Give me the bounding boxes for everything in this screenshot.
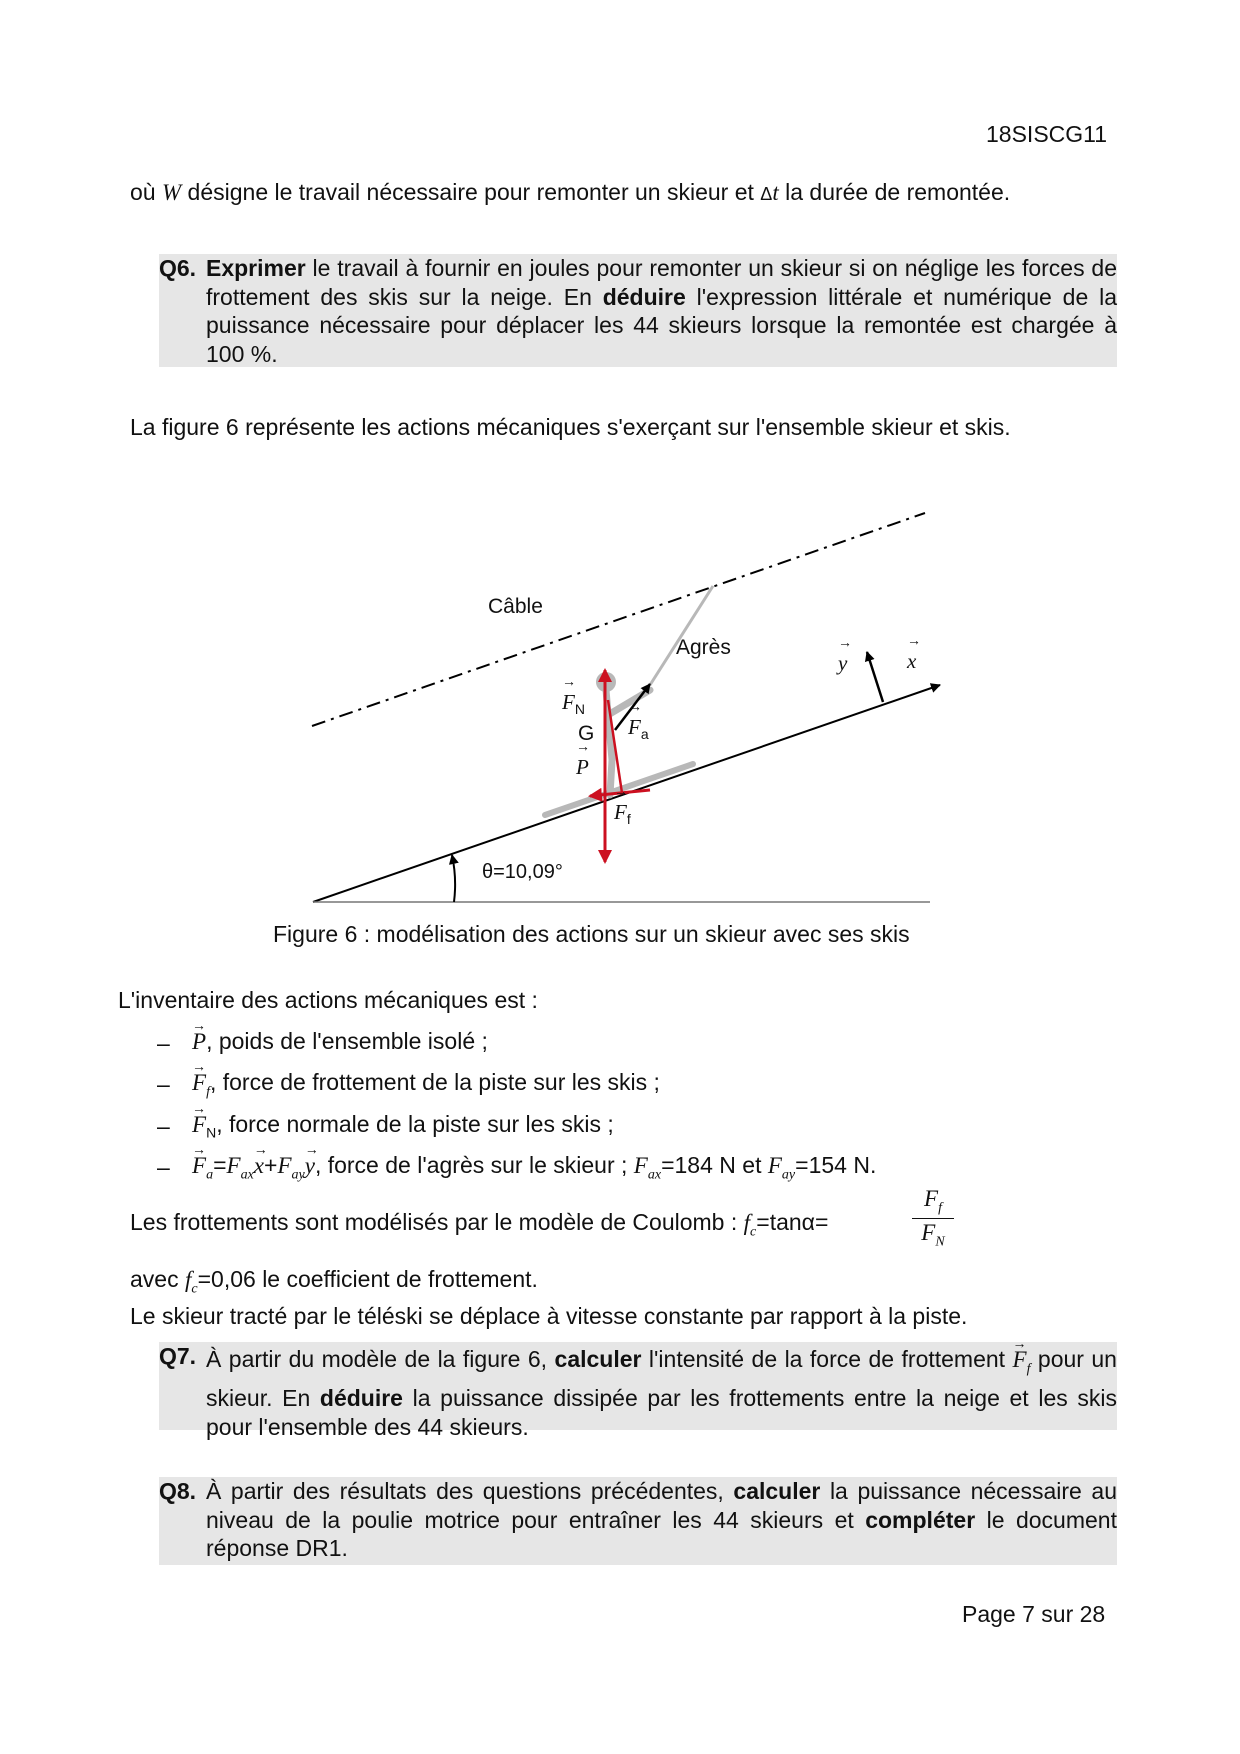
symbol-t: t — [772, 180, 779, 205]
q8-text: À partir des résultats des questions précédentes, calculer la puissance nécessaire au niveau de la poulie motrice pour entraîner les 44 skieurs et compléter le document réponse DR1. — [206, 1478, 1117, 1561]
angle-arc — [452, 855, 455, 902]
list-item-P: → P, poids de l'ensemble isolé ; — [192, 1027, 488, 1056]
q7-text: À partir du modèle de la figure 6, calculer l'intensité de la force de frottement → $F_f$ pour un skieur. En déduire la puissance dissipée par les frottements entre la neige et les skis pour l'ensemble des 44 skieurs. — [206, 1342, 1117, 1441]
label-cable: Câble — [488, 595, 543, 618]
list-item-Ff: → $F_f$, force de frottement de la piste sur les skis ; — [192, 1068, 660, 1107]
symbol-W: W — [161, 180, 182, 205]
symbol-delta: Δ — [760, 184, 773, 204]
intro-text-c: la durée de remontée. — [785, 179, 1011, 205]
label-FN: → $F_N$ — [562, 690, 585, 717]
list-dash: – — [157, 1071, 170, 1097]
label-P: → P — [576, 755, 589, 780]
question-q7 — [159, 1342, 1117, 1440]
label-x: → x — [907, 649, 916, 674]
skieur-line: Le skieur tracté par le téléski se déplace à vitesse constante par rapport à la piste. — [130, 1303, 968, 1329]
y-axis-arrow — [867, 652, 883, 702]
coefficient-line: avec $f_c=0,06$ le coefficient de frottement. — [130, 1266, 538, 1297]
q7-label: Q7. — [159, 1343, 197, 1369]
list-dash: – — [157, 1113, 170, 1139]
label-G: G — [578, 722, 595, 745]
list-item-Fa: → $F_a=F_{ax}\to x+F_{ay}\to y$, force de l'agrès sur le skieur ; $F_{ax}=184$ N et $F_{ay}=154$ N. — [192, 1151, 876, 1190]
intro-text-a: où — [130, 179, 156, 205]
list-dash: – — [157, 1154, 170, 1180]
q8-label: Q8. — [159, 1478, 197, 1504]
question-q8 — [159, 1477, 1117, 1565]
fraction: $F_f$ $F_N$ — [912, 1185, 954, 1250]
figure-intro: La figure 6 représente les actions mécaniques s'exerçant sur l'ensemble skieur et skis. — [130, 414, 1011, 440]
intro-text-b: désigne le travail nécessaire pour remonter un skieur et — [187, 179, 754, 205]
q6-text: Exprimer le travail à fournir en joules pour remonter un skieur si on néglige les forces de frottement des skis sur la neige. En déduire l'expression littérale et numérique de la puissance nécessaire pour déplacer les 44 skieurs lorsque la remontée est chargée à 100 %. — [206, 255, 1117, 367]
cable-line — [312, 513, 925, 726]
label-agres: Agrès — [676, 636, 731, 659]
label-angle: θ=10,09° — [482, 861, 563, 883]
inventory-title: L'inventaire des actions mécaniques est : — [118, 987, 538, 1013]
q6-label: Q6. — [159, 255, 197, 281]
figure-caption: Figure 6 : modélisation des actions sur un skieur avec ses skis — [273, 921, 910, 947]
document-code: 18SISCG11 — [986, 121, 1108, 147]
page-number: Page 7 sur 28 — [962, 1601, 1106, 1627]
label-Fa: → $F_a$ — [628, 715, 649, 742]
list-item-FN: → $F_N$, force normale de la piste sur les skis ; — [192, 1110, 614, 1147]
label-Ff: → $F_f$ — [614, 800, 631, 827]
list-dash: – — [157, 1030, 170, 1056]
coulomb-line: Les frottements sont modélisés par le modèle de Coulomb : $f_c=\tan\alpha=$ — [130, 1209, 829, 1240]
label-y: → y — [838, 651, 847, 676]
